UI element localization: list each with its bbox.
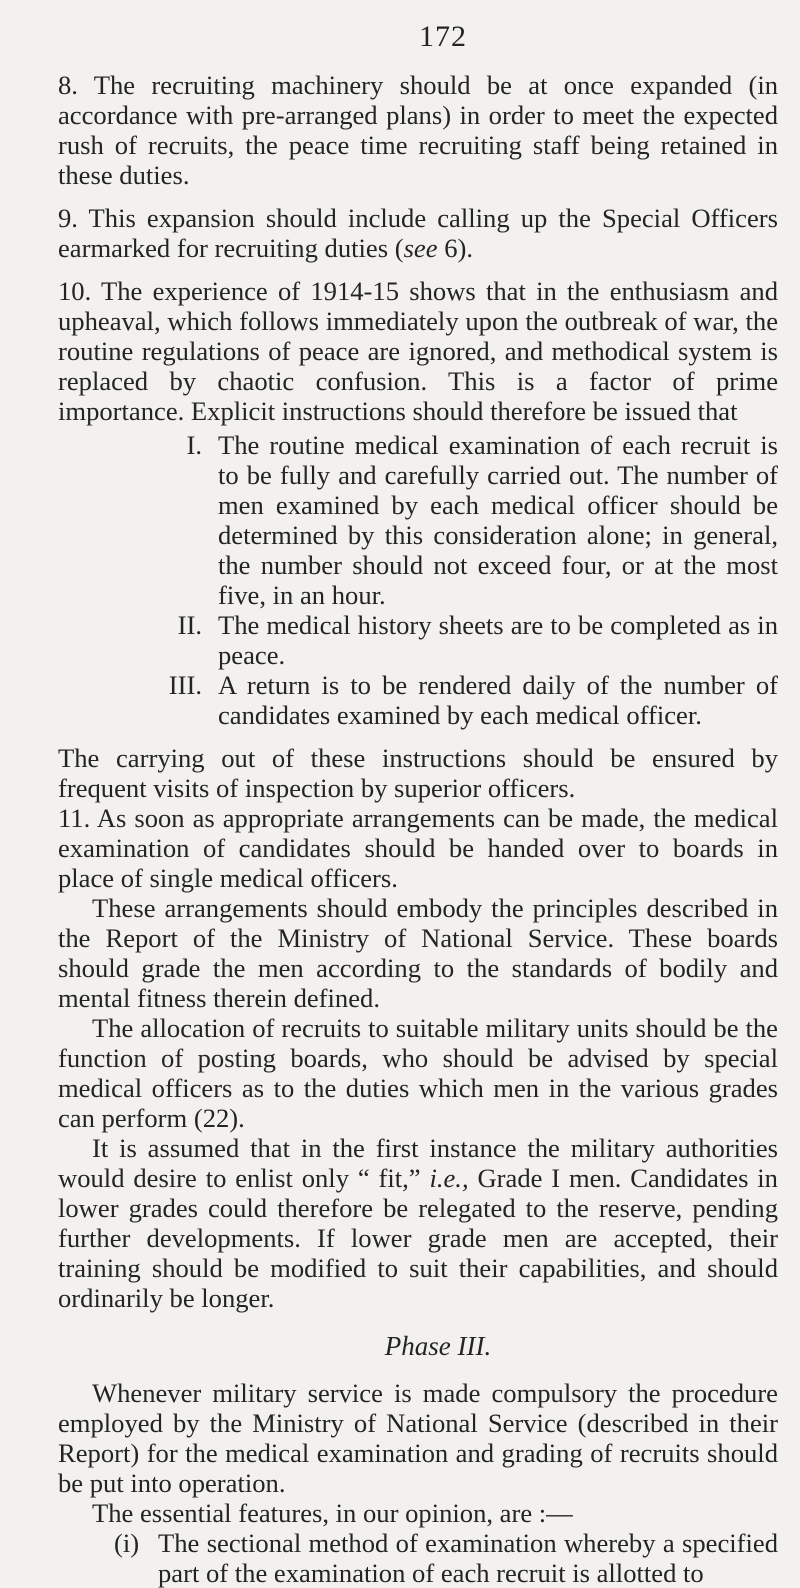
paragraph-9-see: see bbox=[403, 233, 438, 263]
instruction-item-2-text: The medical history sheets are to be completed as in peace. bbox=[218, 610, 778, 670]
paragraph-9-tail: 6). bbox=[437, 233, 473, 263]
instruction-item-2 bbox=[154, 610, 778, 670]
paragraph-arrangements: These arrangements should embody the principles described in the Report of the Ministry of National Service. These boards should grade the men according to the standards of bodily and mental fitness therein defined. bbox=[58, 893, 778, 1013]
section-heading-phase-3: Phase III. bbox=[384, 1331, 492, 1361]
instruction-item-1-text: The routine medical examination of each recruit is to be fully and carefully carried out. The number of men examined by each medical officer should be determined by this consideration alone; in general, the number should not exceed four, or at the most five, in an hour. bbox=[218, 430, 778, 610]
feature-item-1-label: (i) bbox=[114, 1528, 140, 1558]
instruction-item-3 bbox=[154, 670, 778, 730]
paragraph-9 bbox=[58, 203, 778, 263]
page-number: 172 bbox=[419, 20, 467, 53]
paragraph-9-text: 9. This expansion should include calling up the Special Officers earmarked for recruiting duties ( bbox=[58, 203, 778, 263]
instruction-item-1 bbox=[154, 430, 778, 610]
instruction-item-2-label: II. bbox=[177, 610, 202, 640]
feature-item-1-text: The sectional method of examination whereby a specified part of the examination of each recruit is allotted to bbox=[158, 1528, 778, 1588]
paragraph-whenever: Whenever military service is made compulsory the procedure employed by the Ministry of National Service (described in their Report) for the medical examination and grading of recruits should be put into operation. bbox=[58, 1378, 778, 1498]
feature-item-1 bbox=[114, 1528, 778, 1588]
paragraph-allocation: The allocation of recruits to suitable military units should be the function of posting boards, who should be advised by special medical officers as to the duties which men in the various grades can perform (22). bbox=[58, 1013, 778, 1133]
paragraph-essential: The essential features, in our opinion, are :— bbox=[92, 1498, 573, 1528]
paragraph-11: 11. As soon as appropriate arrangements can be made, the medical examination of candidates should be handed over to boards in place of single medical officers. bbox=[58, 803, 778, 893]
paragraph-10: 10. The experience of 1914-15 shows that in the enthusiasm and upheaval, which follows immediately upon the outbreak of war, the routine regulations of peace are ignored, and methodical system is replaced by chaotic confusion. This is a factor of prime importance. Explicit instructions should therefore be issued that bbox=[58, 276, 778, 426]
paragraph-assumed bbox=[58, 1133, 778, 1313]
paragraph-8: 8. The recruiting machinery should be at once expanded (in accordance with pre-arranged plans) in order to meet the expected rush of recruits, the peace time recruiting staff being retained in these duties. bbox=[58, 70, 778, 190]
paragraph-carrying-out: The carrying out of these instructions should be ensured by frequent visits of inspection by superior officers. bbox=[58, 743, 778, 803]
instruction-item-3-label: III. bbox=[168, 670, 202, 700]
paragraph-assumed-tail: Grade I men. Candidates in lower grades could therefore be relegated to the reserve, pending further developments. If lower grade men are accepted, their training should be modified to suit their capabilities, and should ordinarily be longer. bbox=[58, 1163, 778, 1313]
instruction-item-1-label: I. bbox=[186, 430, 202, 460]
instruction-item-3-text: A return is to be rendered daily of the number of candidates examined by each medical officer. bbox=[218, 670, 778, 730]
paragraph-assumed-text: It is assumed that in the first instance the military authorities would desire to enlist only “ fit,” bbox=[58, 1133, 778, 1193]
paragraph-assumed-ie: i.e., bbox=[429, 1163, 469, 1193]
